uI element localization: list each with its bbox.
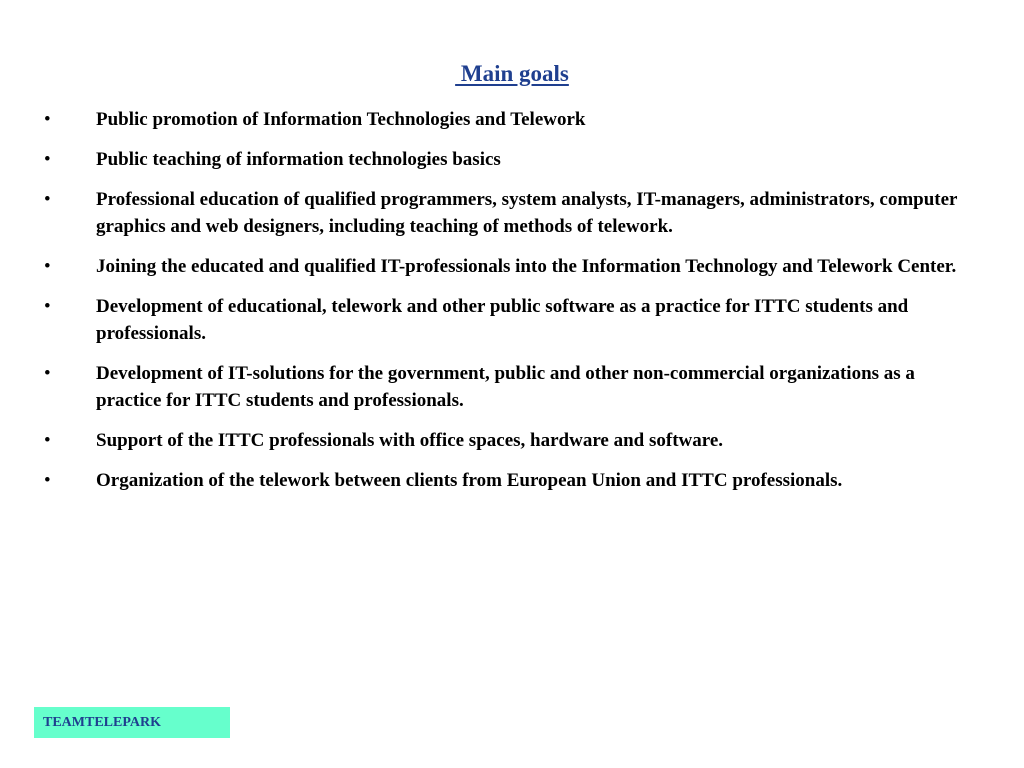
goal-item bbox=[0, 427, 1000, 454]
goal-text: Support of the ITTC professionals with office spaces, hardware and software. bbox=[96, 430, 724, 451]
footer-label-teamtelepark: TEAMTELEPARK bbox=[34, 707, 230, 738]
goals-list bbox=[0, 106, 1000, 507]
bullet-icon: • bbox=[44, 149, 51, 170]
goal-text: Development of educational, telework and other public software as a practice for ITTC students and professionals. bbox=[96, 296, 909, 344]
goal-item bbox=[0, 186, 1000, 240]
bullet-icon: • bbox=[44, 296, 51, 317]
goal-item bbox=[0, 146, 1000, 173]
goal-text: Development of IT-solutions for the government, public and other non-commercial organizations as a practice for ITTC students and professionals. bbox=[96, 363, 915, 411]
goal-item bbox=[0, 467, 1000, 494]
goal-item bbox=[0, 360, 1000, 414]
goal-text: Joining the educated and qualified IT-professionals into the Information Technology and Telework Center. bbox=[96, 256, 957, 277]
bullet-icon: • bbox=[44, 109, 51, 130]
bullet-icon: • bbox=[44, 189, 51, 210]
goal-text: Public promotion of Information Technologies and Telework bbox=[96, 109, 586, 130]
slide-title-text: Main goals bbox=[455, 61, 569, 86]
goal-text: Public teaching of information technologies basics bbox=[96, 149, 501, 170]
bullet-icon: • bbox=[44, 470, 51, 491]
goal-text: Professional education of qualified programmers, system analysts, IT-managers, administrators, computer graphics and web designers, including teaching of methods of telework. bbox=[96, 189, 958, 237]
bullet-icon: • bbox=[44, 430, 51, 451]
bullet-icon: • bbox=[44, 363, 51, 384]
bullet-icon: • bbox=[44, 256, 51, 277]
goal-item bbox=[0, 253, 1000, 280]
slide-title bbox=[0, 59, 1024, 89]
goal-item bbox=[0, 106, 1000, 133]
goal-item bbox=[0, 293, 1000, 347]
goal-text: Organization of the telework between clients from European Union and ITTC professionals. bbox=[96, 470, 843, 491]
